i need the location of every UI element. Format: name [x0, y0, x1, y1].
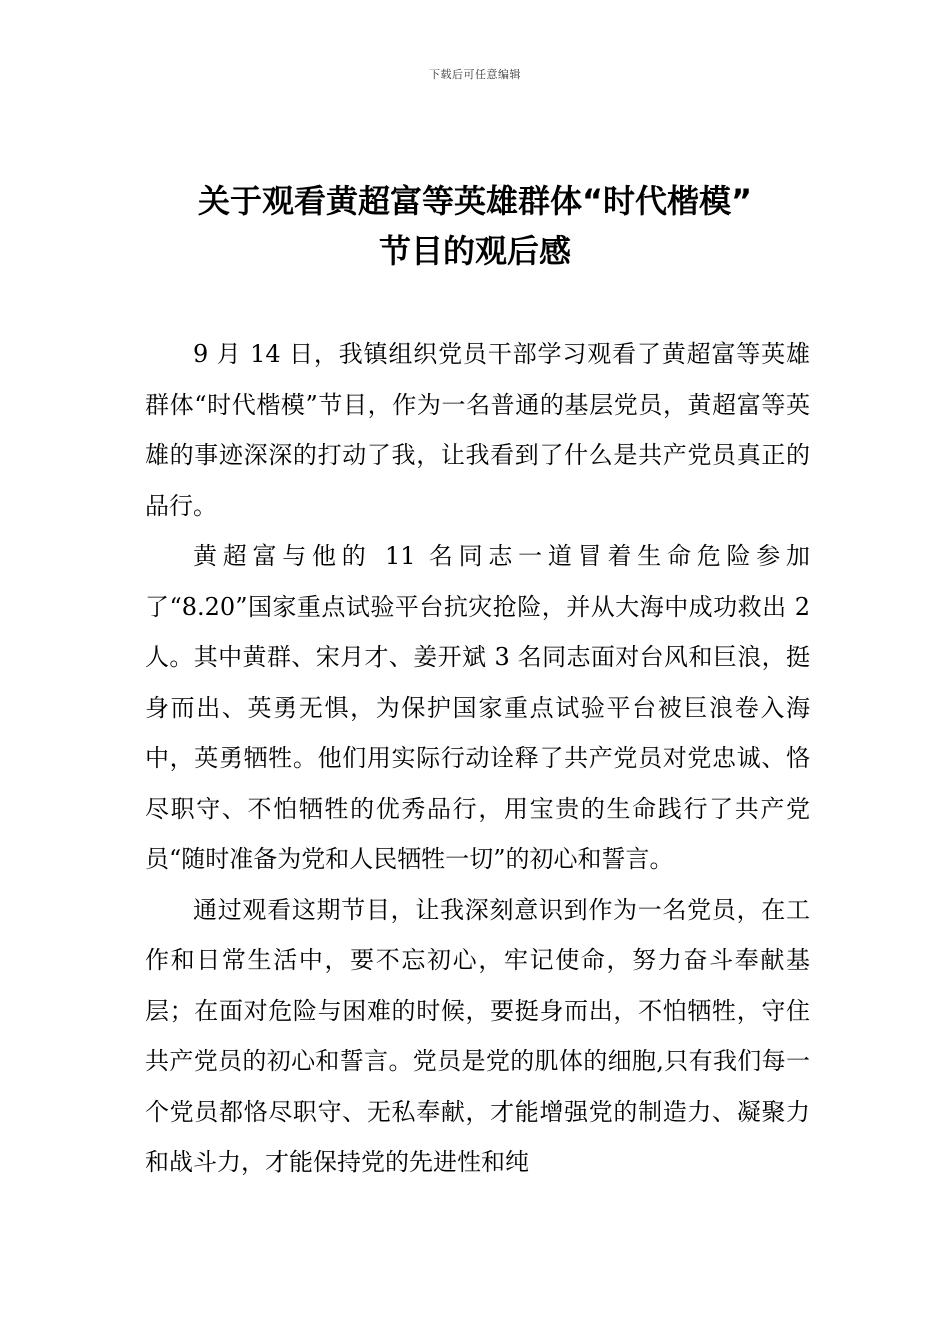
- document-title: [100, 176, 850, 276]
- document-body: [145, 329, 810, 1188]
- header-note: 下载后可任意编辑: [429, 68, 521, 81]
- paragraph-1: 9 月 14 日，我镇组织党员干部学习观看了黄超富等英雄群体“时代楷模”节目，作为一名普通的基层党员，黄超富等英雄的事迹深深的打动了我，让我看到了什么是共产党员真正的品行。: [145, 340, 810, 520]
- paragraph-3: 通过观看这期节目，让我深刻意识到作为一名党员，在工作和日常生活中，要不忘初心，牢记使命，努力奋斗奉献基层；在面对危险与困难的时候，要挺身而出，不怕牺牲，守住共产党员的初心和誓言。党员是党的肌体的细胞,只有我们每一个党员都恪尽职守、无私奉献，才能增强党的制造力、凝聚力和战斗力，才能保持党的先进性和纯: [145, 895, 810, 1176]
- title-line-2: 节目的观后感: [378, 232, 571, 270]
- title-line-1: 关于观看黄超富等英雄群体“时代楷模”: [197, 182, 753, 220]
- paragraph-2: 黄超富与他的 11 名同志一道冒着生命危险参加了“8.20”国家重点试验平台抗灾抢险，并从大海中成功救出 2 人。其中黄群、宋月才、姜开斌 3 名同志面对台风和巨浪，挺身而出、英勇无惧，为保护国家重点试验平台被巨浪卷入海中，英勇牺牲。他们用实际行动诠释了共产党员对党忠诚、恪尽职守、不怕牺牲的优秀品行，用宝贵的生命践行了共产党员“随时准备为党和人民牺牲一切”的初心和誓言。: [145, 542, 810, 873]
